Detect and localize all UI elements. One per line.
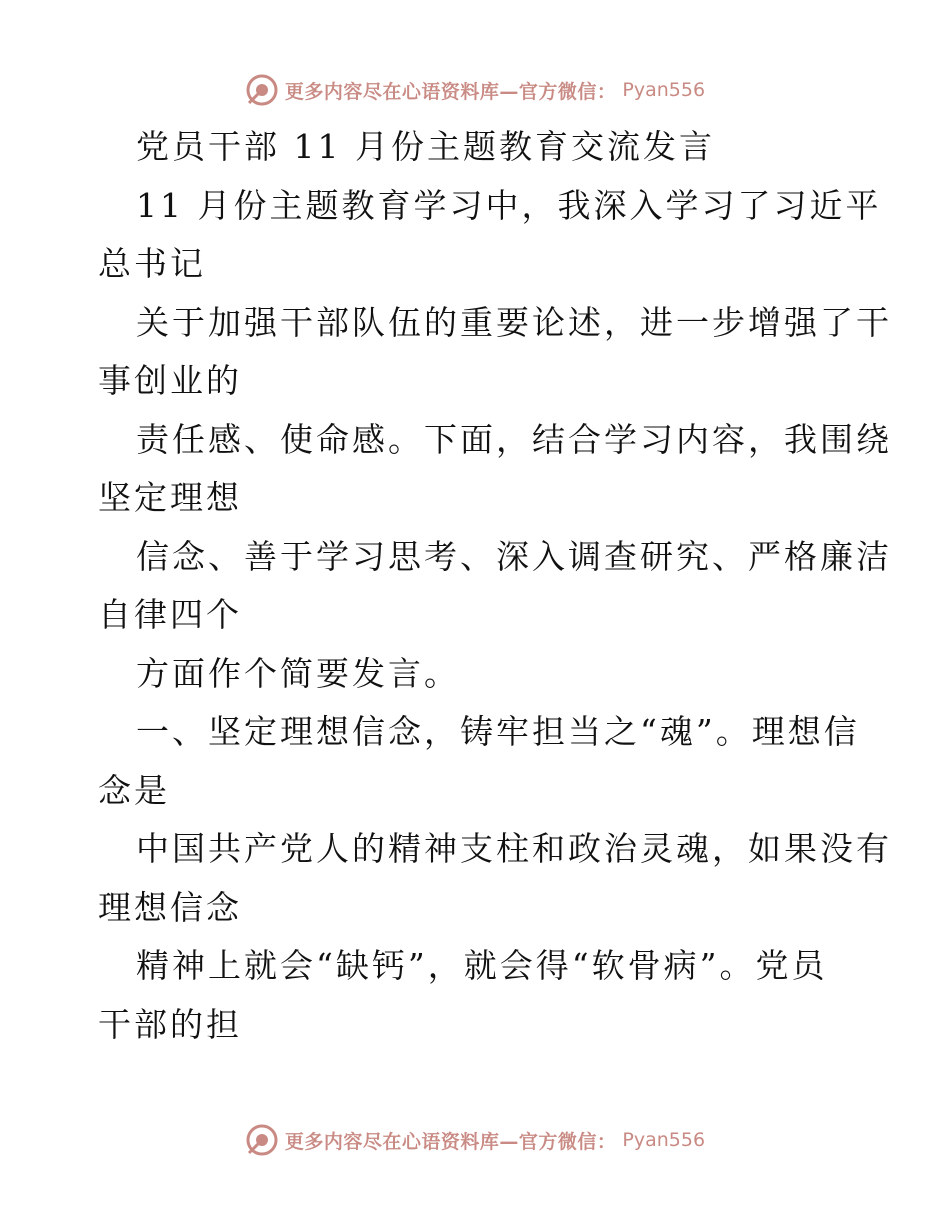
- document-title: 党员干部 11 月份主题教育交流发言: [136, 127, 715, 166]
- paragraph-line: 总书记: [98, 244, 206, 283]
- pen-logo-icon: [245, 73, 279, 107]
- paragraph-line: 中国共产党人的精神支柱和政治灵魂，如果没有: [136, 829, 892, 868]
- paragraph-line: 干部的担: [98, 1004, 242, 1044]
- watermark-text: 更多内容尽在心语资料库—官方微信：: [284, 80, 617, 103]
- document-body: [98, 118, 892, 1054]
- paragraph-line: 方面作个简要发言。: [136, 653, 460, 693]
- watermark-banner-top: [0, 70, 950, 110]
- watermark-text: 更多内容尽在心语资料库—官方微信：: [284, 1130, 617, 1153]
- watermark-wechat-id: Pyan556: [622, 1129, 706, 1151]
- pen-logo-icon: [245, 1123, 279, 1157]
- paragraph-line: 理想信念: [98, 887, 242, 927]
- watermark-wechat-id: Pyan556: [622, 79, 706, 101]
- paragraph-line: 11 月份主题教育学习中，我深入学习了习近平: [136, 185, 882, 225]
- paragraph-line: 自律四个: [98, 595, 242, 634]
- paragraph-line: 事创业的: [98, 361, 242, 400]
- section-heading-line: 一、坚定理想信念，铸牢担当之“魂”。理想信: [136, 712, 860, 751]
- paragraph-line: 精神上就会“缺钙”，就会得“软骨病”。党员: [136, 946, 828, 985]
- paragraph-line: 坚定理想: [98, 478, 242, 517]
- paragraph-line: 信念、善于学习思考、深入调查研究、严格廉洁: [136, 536, 892, 576]
- paragraph-line: 关于加强干部队伍的重要论述，进一步增强了干: [136, 302, 892, 342]
- watermark-banner-bottom: [0, 1120, 950, 1160]
- paragraph-line: 责任感、使命感。下面，结合学习内容，我围绕: [136, 419, 892, 459]
- paragraph-line: 念是: [98, 770, 170, 810]
